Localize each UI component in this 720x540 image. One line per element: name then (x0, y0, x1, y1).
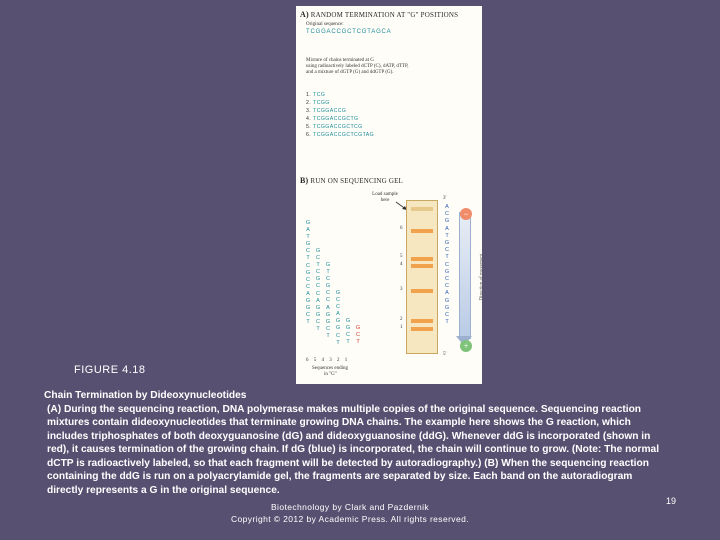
gel-sequence-letter: C (445, 312, 449, 319)
band-number-5: 5 (400, 254, 403, 259)
chain-2: 2. TCGG (306, 100, 330, 106)
fragment-column-6: G A T G C T C G C C A G G C T (305, 220, 311, 326)
gel-sequence-letter: G (444, 297, 450, 304)
gel-band-2 (411, 319, 433, 323)
original-sequence: TCGGACCGCTCGTAGCA (306, 29, 392, 35)
band-number-3: 3 (400, 287, 403, 292)
chain-3: 3. TCGGACCG (306, 108, 347, 114)
load-sample-label: Load sample here (372, 192, 398, 203)
footer-credit (200, 501, 500, 525)
caption-body: (A) During the sequencing reaction, DNA polymerase makes multiple copies of the original sequence. Sequencing reaction mixtures contain dideoxynucleotides that terminate growing DNA chains. The example here shows the G reaction, which includes triphosphates of both deoxyguanosine (dG) and dideoxyguanosine (ddG). Whenever ddG is incorporated (shown in red), it causes termination of the growing chain. If dG (blue) is incorporated, the chain will continue to grow. (Note: The normal dCTP is radioactively labeled, so that each fragment will be detected by autoradiography.) (B) When the sequencing reaction containing the ddG is run on a polyacrylamide gel, the fragments are separated by size. Each band on the autoradiogram directly represents a G in the original sequence. (47, 403, 660, 496)
band-number-1: 1 (400, 325, 403, 330)
sequencing-gel (406, 200, 438, 354)
gel-band-6 (411, 229, 433, 233)
fragment-column-4: G T C G C C A G G C T (325, 262, 331, 339)
gel-band-4 (411, 264, 433, 268)
gel-sequence-letter: G (444, 268, 450, 275)
gel-sequence-letter: T (445, 232, 449, 239)
well-band (411, 207, 433, 211)
mixture-text-3: and a mixture of dGTP (G) and ddGTP (G). (306, 70, 394, 75)
chain-6: 6. TCGGACCGCTCGTAG (306, 132, 375, 138)
minus-electrode-icon: − (460, 208, 472, 220)
gel-read-sequence (443, 204, 451, 326)
mixture-text-2: using radioactively labeled dCTP (C), dATP, dTTP, (306, 64, 409, 69)
gel-sequence-letter: G (444, 240, 450, 247)
mixture-text-1: Mixture of chains terminated at G (306, 58, 374, 63)
gel-sequence-letter: G (444, 304, 450, 311)
three-prime-label: 3' (443, 196, 447, 201)
chain-1: 1. TCG (306, 92, 326, 98)
gel-band-1 (411, 327, 433, 331)
gel-sequence-letter: T (445, 254, 449, 261)
direction-arrow (459, 212, 471, 339)
bottom-label-1: Sequences ending (312, 366, 348, 371)
bottom-label-2: in "G" (324, 372, 337, 377)
direction-label: Direction of movement (479, 253, 485, 301)
gel-band-5 (411, 257, 433, 261)
gel-sequence-letter: T (445, 319, 449, 326)
gel-sequence-letter: G (444, 218, 450, 225)
page-number: 19 (666, 496, 677, 506)
fragment-column-2: G G C T (345, 318, 351, 346)
footer-line-1: Biotechnology by Clark and Pazdernik (270, 502, 430, 512)
figure-image (296, 6, 485, 384)
band-number-2: 2 (400, 317, 403, 322)
plus-electrode-icon: + (460, 340, 472, 352)
bottom-numbers: 6 5 4 3 2 1 (306, 358, 350, 363)
original-sequence-label: Original sequence: (306, 22, 344, 27)
gel-band-3 (411, 289, 433, 293)
gel-sequence-letter: A (445, 225, 449, 232)
gel-sequence-letter: C (445, 261, 449, 268)
five-prime-label: 5' (443, 352, 447, 357)
gel-sequence-letter: C (445, 211, 449, 218)
gel-sequence-letter: A (445, 290, 449, 297)
figure-caption (44, 389, 664, 497)
footer-line-2: Copyright © 2012 by Academic Press. All rights reserved. (231, 514, 469, 524)
section-a-heading: A) RANDOM TERMINATION AT "G" POSITIONS (300, 10, 459, 19)
section-b-heading: B) RUN ON SEQUENCING GEL (300, 176, 404, 185)
figure-label: FIGURE 4.18 (74, 364, 146, 376)
gel-sequence-letter: C (445, 276, 449, 283)
fragment-column-5: G C T C G C C A G G C T (315, 248, 321, 333)
caption-title: Chain Termination by Dideoxynucleotides (44, 390, 247, 401)
chain-4: 4. TCGGACCGCTG (306, 116, 359, 122)
fragment-column-3: G C C A G G C T (335, 290, 341, 346)
band-number-4: 4 (400, 262, 403, 267)
fragment-column-1: G C T (355, 325, 361, 346)
gel-sequence-letter: C (445, 247, 449, 254)
gel-sequence-letter: C (445, 283, 449, 290)
band-number-6: 6 (400, 226, 403, 231)
chain-5: 5. TCGGACCGCTCG (306, 124, 363, 130)
gel-sequence-letter: A (445, 204, 449, 210)
